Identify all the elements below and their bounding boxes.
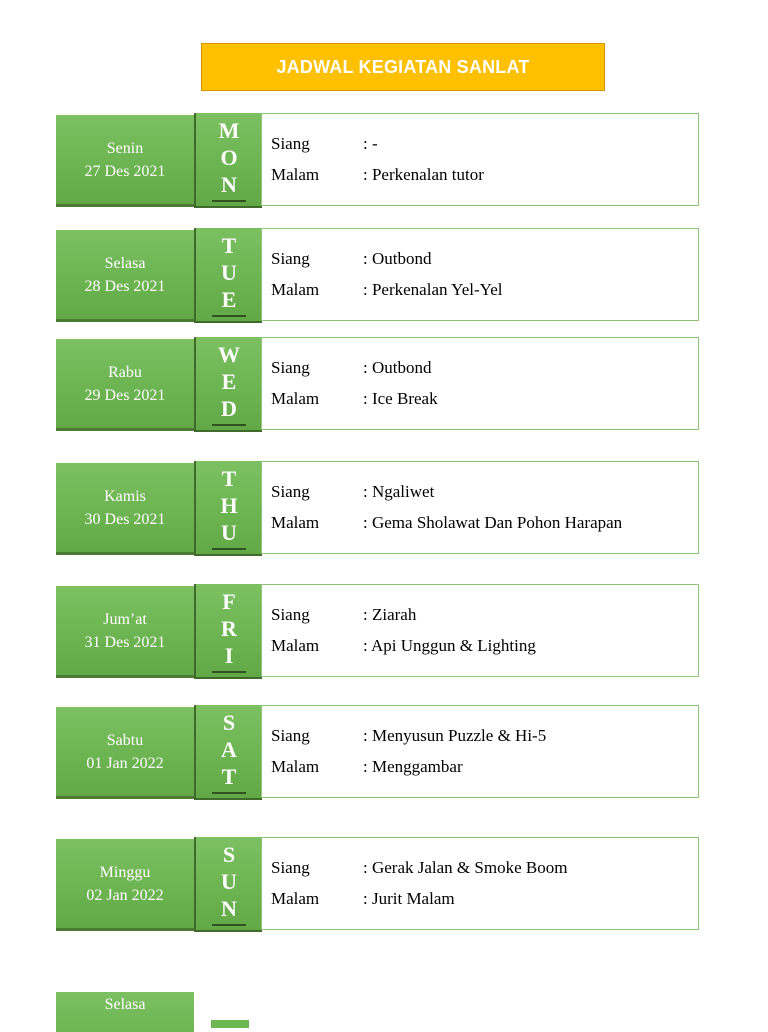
day-letter: E — [221, 369, 237, 394]
day-name: Senin — [106, 139, 144, 157]
date-text: 28 Des 2021 — [84, 277, 166, 295]
malam-label: Malam — [271, 889, 320, 908]
siang-activity: : Gerak Jalan & Smoke Boom — [363, 858, 568, 877]
schedule-row — [0, 337, 768, 437]
day-letter: F — [222, 589, 236, 614]
malam-label: Malam — [271, 757, 320, 776]
day-abbrev-box — [194, 584, 262, 679]
page-title: JADWAL KEGIATAN SANLAT — [276, 56, 530, 77]
malam-activity: : Api Unggun & Lighting — [363, 636, 536, 655]
date-text: 02 Jan 2022 — [86, 886, 164, 904]
day-letter: U — [221, 260, 237, 285]
date-box — [56, 707, 194, 799]
malam-label: Malam — [271, 636, 320, 655]
day-letter: N — [221, 172, 237, 197]
siang-line — [271, 605, 416, 625]
malam-line — [271, 389, 438, 409]
activity-box — [261, 113, 699, 206]
malam-activity: : Perkenalan tutor — [363, 165, 484, 184]
date-box — [56, 339, 194, 431]
malam-label: Malam — [271, 513, 320, 532]
day-abbrev-box — [194, 113, 262, 208]
activity-box — [261, 228, 699, 321]
day-letter: T — [221, 466, 237, 491]
malam-line — [271, 280, 502, 300]
activity-box — [261, 837, 699, 930]
day-letter: D — [221, 396, 237, 421]
activity-box — [261, 705, 699, 798]
siang-line — [271, 249, 431, 269]
malam-line — [271, 636, 536, 656]
day-abbrev — [212, 588, 246, 673]
siang-line — [271, 858, 567, 878]
day-abbrev-box — [194, 705, 262, 800]
malam-label: Malam — [271, 389, 320, 408]
siang-activity: : - — [363, 134, 378, 153]
siang-label: Siang — [271, 358, 310, 377]
date-text: 27 Des 2021 — [84, 162, 166, 180]
siang-label: Siang — [271, 605, 310, 624]
partial-date-box — [56, 992, 194, 1032]
date-text: 31 Des 2021 — [84, 633, 166, 651]
day-abbrev — [212, 841, 246, 926]
day-letter: U — [221, 869, 237, 894]
partial-day-box — [211, 1020, 249, 1028]
day-abbrev-box — [194, 837, 262, 932]
day-letter: M — [218, 118, 240, 143]
activity-box — [261, 337, 699, 430]
day-letter: A — [221, 737, 237, 762]
day-abbrev — [212, 709, 246, 794]
siang-activity: : Outbond — [363, 358, 432, 377]
siang-label: Siang — [271, 482, 310, 501]
date-box — [56, 115, 194, 207]
day-name: Rabu — [108, 363, 142, 381]
malam-label: Malam — [271, 280, 320, 299]
siang-label: Siang — [271, 249, 310, 268]
malam-line — [271, 757, 463, 777]
day-abbrev-box — [194, 337, 262, 432]
siang-line — [271, 482, 434, 502]
day-abbrev — [212, 232, 246, 317]
date-text: 01 Jan 2022 — [86, 754, 164, 772]
day-letter: H — [220, 493, 238, 518]
malam-activity: : Perkenalan Yel-Yel — [363, 280, 503, 299]
siang-line — [271, 358, 431, 378]
day-letter: W — [218, 342, 240, 367]
malam-label: Malam — [271, 165, 320, 184]
day-letter: S — [222, 842, 236, 867]
activity-box — [261, 584, 699, 677]
siang-activity: : Outbond — [363, 249, 432, 268]
title-banner — [201, 43, 605, 91]
malam-line — [271, 513, 622, 533]
schedule-row — [0, 228, 768, 328]
malam-activity: : Ice Break — [363, 389, 438, 408]
date-text: 29 Des 2021 — [84, 386, 166, 404]
day-letter: N — [221, 896, 237, 921]
schedule-row — [0, 837, 768, 937]
day-name: Jum’at — [103, 610, 147, 628]
day-name: Kamis — [104, 487, 146, 505]
malam-activity: : Menggambar — [363, 757, 463, 776]
schedule-row — [0, 113, 768, 213]
day-name: Selasa — [104, 254, 146, 272]
siang-line — [271, 134, 378, 154]
siang-activity: : Ziarah — [363, 605, 417, 624]
day-letter: R — [221, 616, 237, 641]
schedule-row — [0, 461, 768, 561]
siang-activity: : Ngaliwet — [363, 482, 435, 501]
day-letter: U — [221, 520, 237, 545]
day-abbrev — [212, 341, 246, 426]
day-name: Sabtu — [106, 731, 144, 749]
schedule-row — [0, 584, 768, 684]
siang-label: Siang — [271, 858, 310, 877]
partial-day-name: Selasa — [104, 996, 146, 1013]
schedule-row — [0, 705, 768, 805]
date-box — [56, 230, 194, 322]
date-box — [56, 586, 194, 678]
siang-label: Siang — [271, 726, 310, 745]
day-letter: E — [221, 287, 237, 312]
malam-line — [271, 889, 455, 909]
day-name: Minggu — [99, 863, 151, 881]
date-box — [56, 839, 194, 931]
day-abbrev — [212, 465, 246, 550]
date-text: 30 Des 2021 — [84, 510, 166, 528]
day-letter: I — [224, 643, 234, 668]
siang-activity: : Menyusun Puzzle & Hi-5 — [363, 726, 547, 745]
day-letter: S — [222, 710, 236, 735]
day-letter: T — [221, 233, 237, 258]
date-box — [56, 463, 194, 555]
siang-label: Siang — [271, 134, 310, 153]
day-letter: O — [220, 145, 238, 170]
activity-box — [261, 461, 699, 554]
malam-line — [271, 165, 484, 185]
day-letter: T — [221, 764, 237, 789]
day-abbrev-box — [194, 228, 262, 323]
malam-activity: : Jurit Malam — [363, 889, 455, 908]
day-abbrev-box — [194, 461, 262, 556]
siang-line — [271, 726, 546, 746]
malam-activity: : Gema Sholawat Dan Pohon Harapan — [363, 513, 623, 532]
day-abbrev — [212, 117, 246, 202]
